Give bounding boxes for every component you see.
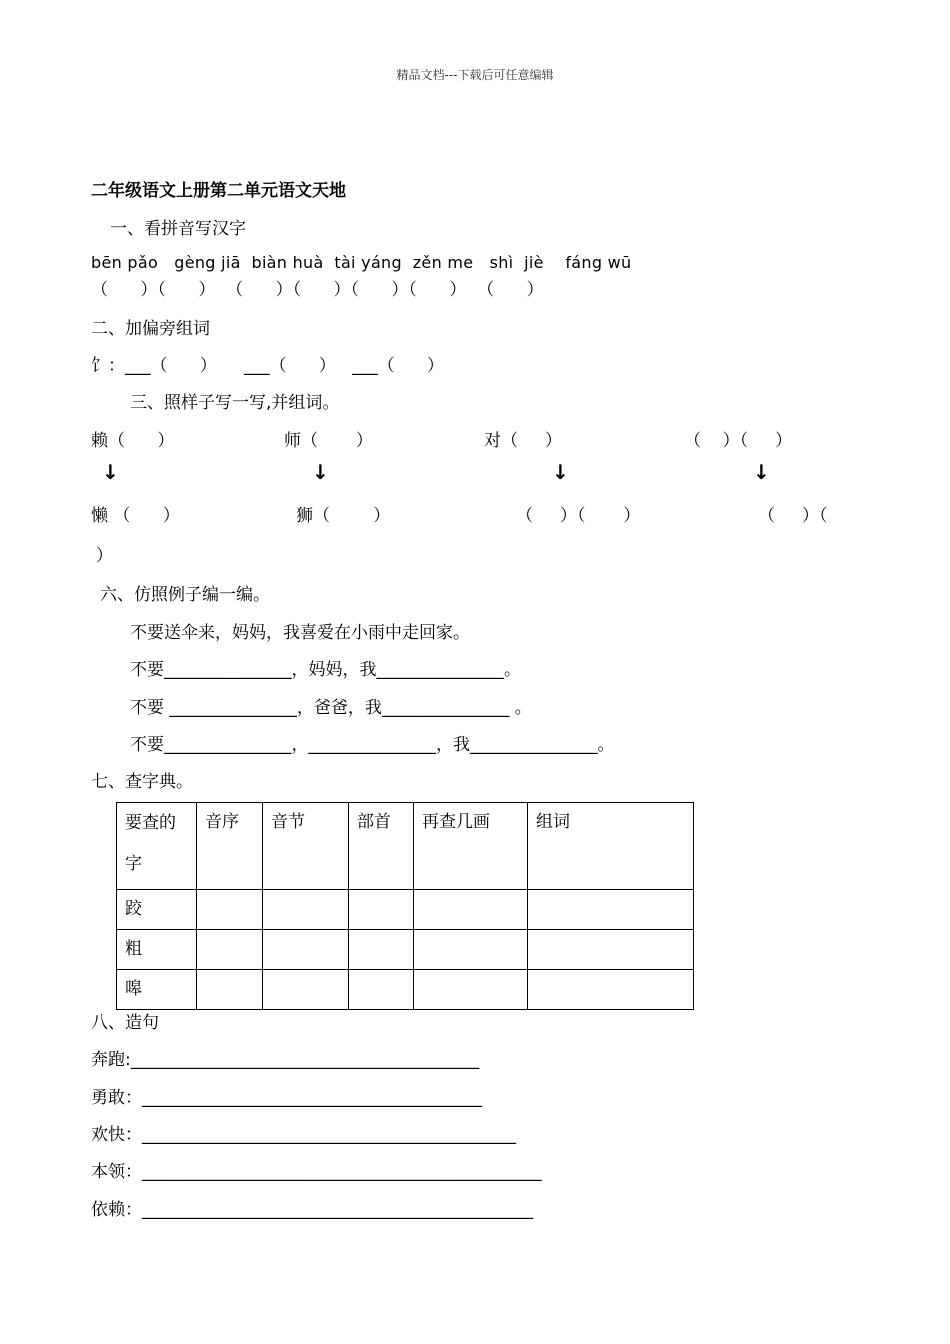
char-pair-top-3[interactable]: 对（ ） (484, 431, 563, 451)
example-sentence: 不要送伞来，妈妈，我喜爱在小雨中走回家。 (130, 623, 470, 643)
dictionary-table (116, 802, 694, 1010)
pinyin-line: bēn pǎo gèng jiā biàn huà tài yáng zěn me shì jiè fáng wū (91, 253, 632, 272)
char-pair-top-1[interactable]: 赖（ ） (91, 431, 175, 451)
col-header-radical: 部首 (349, 803, 414, 890)
table-row (117, 930, 694, 970)
answer-brackets[interactable]: （ ）（ ） （ ）（ ）（ ）（ ） （ ） (91, 280, 544, 300)
table-row (117, 970, 694, 1010)
char-pair-bottom-1[interactable]: 懒 （ ） (91, 506, 180, 526)
char-pair-bottom-tail: ） (96, 546, 113, 566)
char-pair-top-4[interactable]: （ ）（ ） (684, 431, 793, 451)
row-char: 嗥 (117, 970, 197, 1010)
col-header-index: 音序 (197, 803, 263, 890)
section-7-heading: 七、查字典。 (91, 772, 193, 792)
imitate-line-2[interactable]: 不要 _______________，爸爸，我_______________ 。 (130, 698, 532, 718)
char-pair-bottom-4[interactable]: （ ）（ (758, 506, 828, 526)
sentence-item (91, 1157, 542, 1182)
table-header-row (117, 803, 694, 890)
char-pair-bottom-3[interactable]: （ ）（ ） (516, 506, 641, 526)
char-pair-bottom-2[interactable]: 狮（ ） (296, 506, 391, 526)
sentence-word: 本领： (91, 1162, 142, 1182)
down-arrow-icon: ↓ (102, 460, 119, 484)
sentence-word: 欢快： (91, 1125, 142, 1145)
sentence-blank[interactable]: ________________________________________ (142, 1088, 482, 1108)
col-header-char: 要查的字 (117, 803, 197, 890)
col-header-words: 组词 (528, 803, 694, 890)
sentence-word: 勇敢： (91, 1088, 142, 1108)
imitate-line-3[interactable]: 不要_______________，_______________，我_______________。 (130, 735, 615, 755)
col-header-strokes: 再查几画 (414, 803, 528, 890)
sentence-blank[interactable]: ______________________________________________ (142, 1200, 533, 1220)
sentence-item (91, 1045, 479, 1070)
down-arrow-icon: ↓ (753, 460, 770, 484)
section-1-heading: 一、看拼音写汉字 (110, 219, 246, 239)
col-header-syllable: 音节 (263, 803, 349, 890)
sentence-word: 奔跑: (91, 1050, 131, 1070)
table-row (117, 890, 694, 930)
sentence-blank[interactable]: ____________________________________________ (142, 1125, 516, 1145)
section-3-heading: 三、照样子写一写,并组词。 (130, 393, 340, 413)
sentence-blank[interactable]: _______________________________________________ (142, 1162, 542, 1182)
sentence-blank[interactable]: _________________________________________ (130, 1050, 480, 1070)
page-header: 精品文档---下载后可任意编辑 (396, 68, 554, 82)
sentence-word: 依赖： (91, 1200, 142, 1220)
radical-line[interactable]: 饣：___（ ） ___（ ） ___（ ） (91, 356, 444, 376)
section-8-heading: 八、造句 (91, 1013, 159, 1033)
char-pair-top-2[interactable]: 师（ ） (284, 431, 373, 451)
row-char: 跤 (117, 890, 197, 930)
imitate-line-1[interactable]: 不要_______________，妈妈，我_______________。 (130, 660, 521, 680)
row-char: 粗 (117, 930, 197, 970)
down-arrow-icon: ↓ (552, 460, 569, 484)
sentence-item (91, 1083, 482, 1108)
section-2-heading: 二、加偏旁组词 (91, 319, 210, 339)
sentence-item (91, 1195, 533, 1220)
section-6-heading: 六、仿照例子编一编。 (100, 585, 270, 605)
page-title: 二年级语文上册第二单元语文天地 (91, 181, 346, 201)
down-arrow-icon: ↓ (312, 460, 329, 484)
sentence-item (91, 1120, 516, 1145)
